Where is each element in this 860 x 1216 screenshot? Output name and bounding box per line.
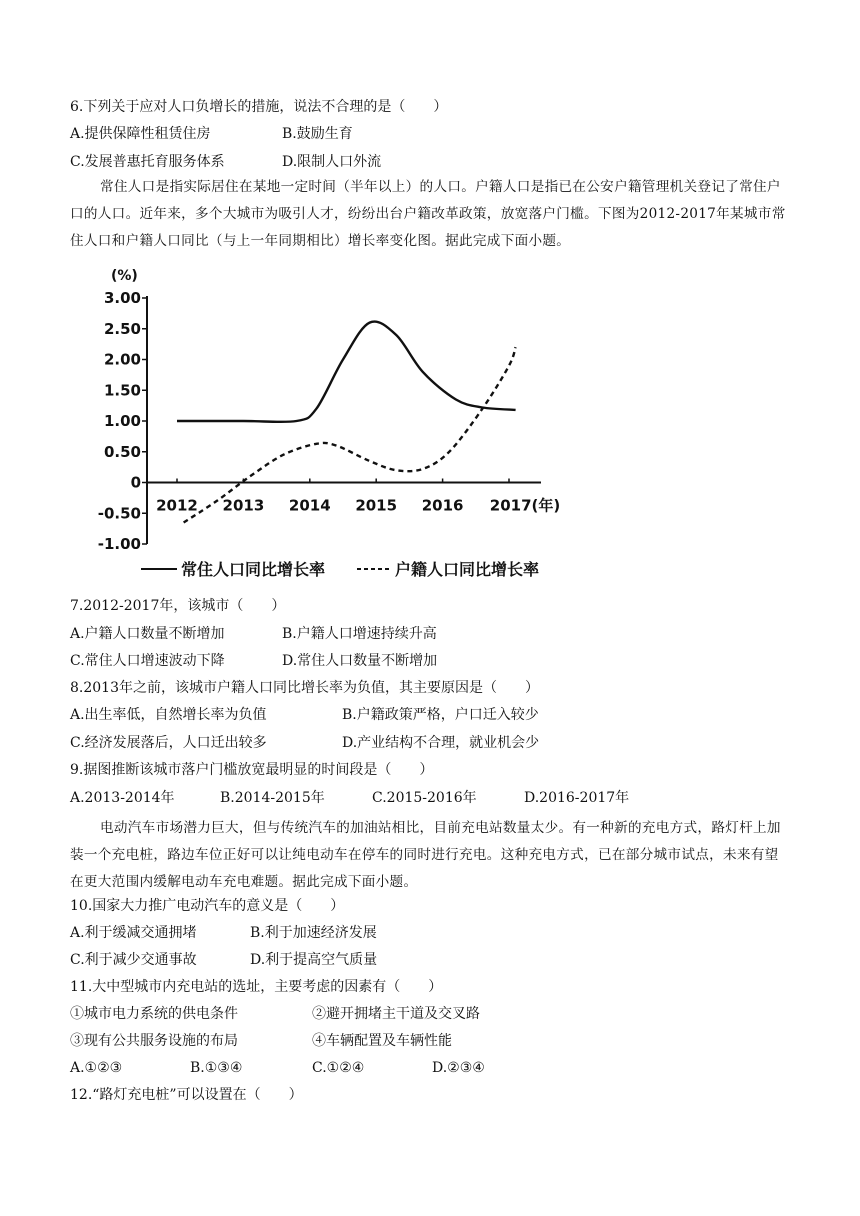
q7-option-b: B.户籍人口增速持续升高	[282, 626, 437, 642]
q6-option-d: D.限制人口外流	[282, 154, 382, 170]
passage-ev-charging: 电动汽车市场潜力巨大，但与传统汽车的加油站相比，目前充电站数量太少。有一种新的充电方式，路灯杆上加装一个充电桩，路边车位正好可以让纯电动车在停车的同时进行充电。这种充电方式，已在部分城市试点，未来有望在更大范围内缓解电动车充电难题。据此完成下面小题。	[70, 820, 781, 890]
series-line-resident-population	[177, 322, 516, 422]
q9-option-b: B.2014-2015年	[220, 790, 325, 806]
chart-series	[177, 322, 516, 523]
q9-option-c: C.2015-2016年	[372, 790, 477, 806]
q11-factor-3: ③现有公共服务设施的布局	[70, 1033, 238, 1049]
question-11-stem: 11.大中型城市内充电站的选址，主要考虑的因素有（ ）	[70, 979, 443, 995]
y-tick-label: 3.00	[103, 289, 141, 307]
q10-option-b: B.利于加速经济发展	[250, 925, 377, 941]
q6-option-b: B.鼓励生育	[282, 126, 353, 142]
y-tick-labels	[98, 268, 141, 553]
y-tick-label: 1.50	[103, 381, 141, 400]
q8-option-b: B.户籍政策严格，户口迁入较少	[342, 707, 539, 723]
x-tick-label: 2013	[222, 496, 265, 515]
chart-legend	[141, 560, 539, 579]
question-9-stem: 9.据图推断该城市落户门槛放宽最明显的时间段是（ ）	[70, 762, 434, 778]
q6-option-a: A.提供保障性租赁住房	[70, 126, 211, 142]
question-6-stem: 6.下列关于应对人口负增长的措施，说法不合理的是（ ）	[70, 99, 448, 115]
passage-population: 常住人口是指实际居住在某地一定时间（半年以上）的人口。户籍人口是指已在公安户籍管理机关登记了常住户口的人口。近年来，多个大城市为吸引人才，纷纷出台户籍改革政策，放宽落户门槛。下图为2012-2017年某城市常住人口和户籍人口同比（与上一年同期相比）增长率变化图。据此完成下面小题。	[70, 179, 786, 249]
legend-label-registered: 户籍人口同比增长率	[395, 560, 540, 579]
question-12-stem: 12.“路灯充电桩”可以设置在（ ）	[70, 1087, 303, 1103]
x-tick-label: 2012	[156, 496, 198, 515]
y-tick-label: 2.00	[103, 350, 141, 369]
question-7-stem: 7.2012-2017年，该城市（ ）	[70, 598, 286, 614]
x-tick-label: 2014	[288, 496, 331, 515]
q11-option-b: B.①③④	[190, 1060, 243, 1076]
q11-factor-1: ①城市电力系统的供电条件	[70, 1006, 238, 1022]
x-tick-label: 2015	[355, 496, 398, 515]
q7-option-d: D.常住人口数量不断增加	[282, 653, 438, 669]
y-tick-label: -1.00	[97, 535, 141, 553]
q8-option-c: C.经济发展落后，人口迁出较多	[70, 735, 267, 751]
y-tick-label: 2.50	[103, 319, 141, 338]
y-tick-label: 0	[130, 473, 141, 492]
y-tick-label: -0.50	[97, 504, 141, 523]
question-8-stem: 8.2013年之前，该城市户籍人口同比增长率为负值，其主要原因是（ ）	[70, 680, 539, 696]
q11-option-c: C.①②④	[312, 1060, 365, 1076]
q6-option-c: C.发展普惠托育服务体系	[70, 154, 225, 170]
q8-option-d: D.产业结构不合理，就业机会少	[342, 735, 540, 751]
q7-option-c: C.常住人口增速波动下降	[70, 653, 225, 669]
question-10-stem: 10.国家大力推广电动汽车的意义是（ ）	[70, 898, 345, 914]
q11-factor-2: ②避开拥堵主干道及交叉路	[312, 1006, 480, 1022]
q11-factor-4: ④车辆配置及车辆性能	[312, 1033, 452, 1049]
q8-option-a: A.出生率低，自然增长率为负值	[70, 707, 267, 723]
q10-option-a: A.利于缓减交通拥堵	[70, 925, 197, 941]
q9-option-a: A.2013-2014年	[70, 790, 175, 806]
q11-option-d: D.②③④	[432, 1060, 485, 1076]
x-tick-labels	[156, 497, 560, 515]
y-tick-label: 1.00	[103, 412, 141, 430]
q9-option-d: D.2016-2017年	[524, 790, 630, 806]
q10-option-d: D.利于提高空气质量	[250, 952, 378, 968]
legend-label-resident: 常住人口同比增长率	[181, 560, 326, 579]
population-growth-chart	[85, 262, 565, 582]
q7-option-a: A.户籍人口数量不断增加	[70, 626, 225, 642]
q11-option-a: A.①②③	[70, 1060, 123, 1076]
q10-option-c: C.利于减少交通事故	[70, 952, 197, 968]
x-tick-label: 2016	[421, 496, 464, 515]
y-tick-label: 0.50	[103, 442, 141, 461]
x-tick-label: 2017(年)	[489, 496, 561, 515]
y-axis-unit-label: (%)	[111, 268, 138, 284]
